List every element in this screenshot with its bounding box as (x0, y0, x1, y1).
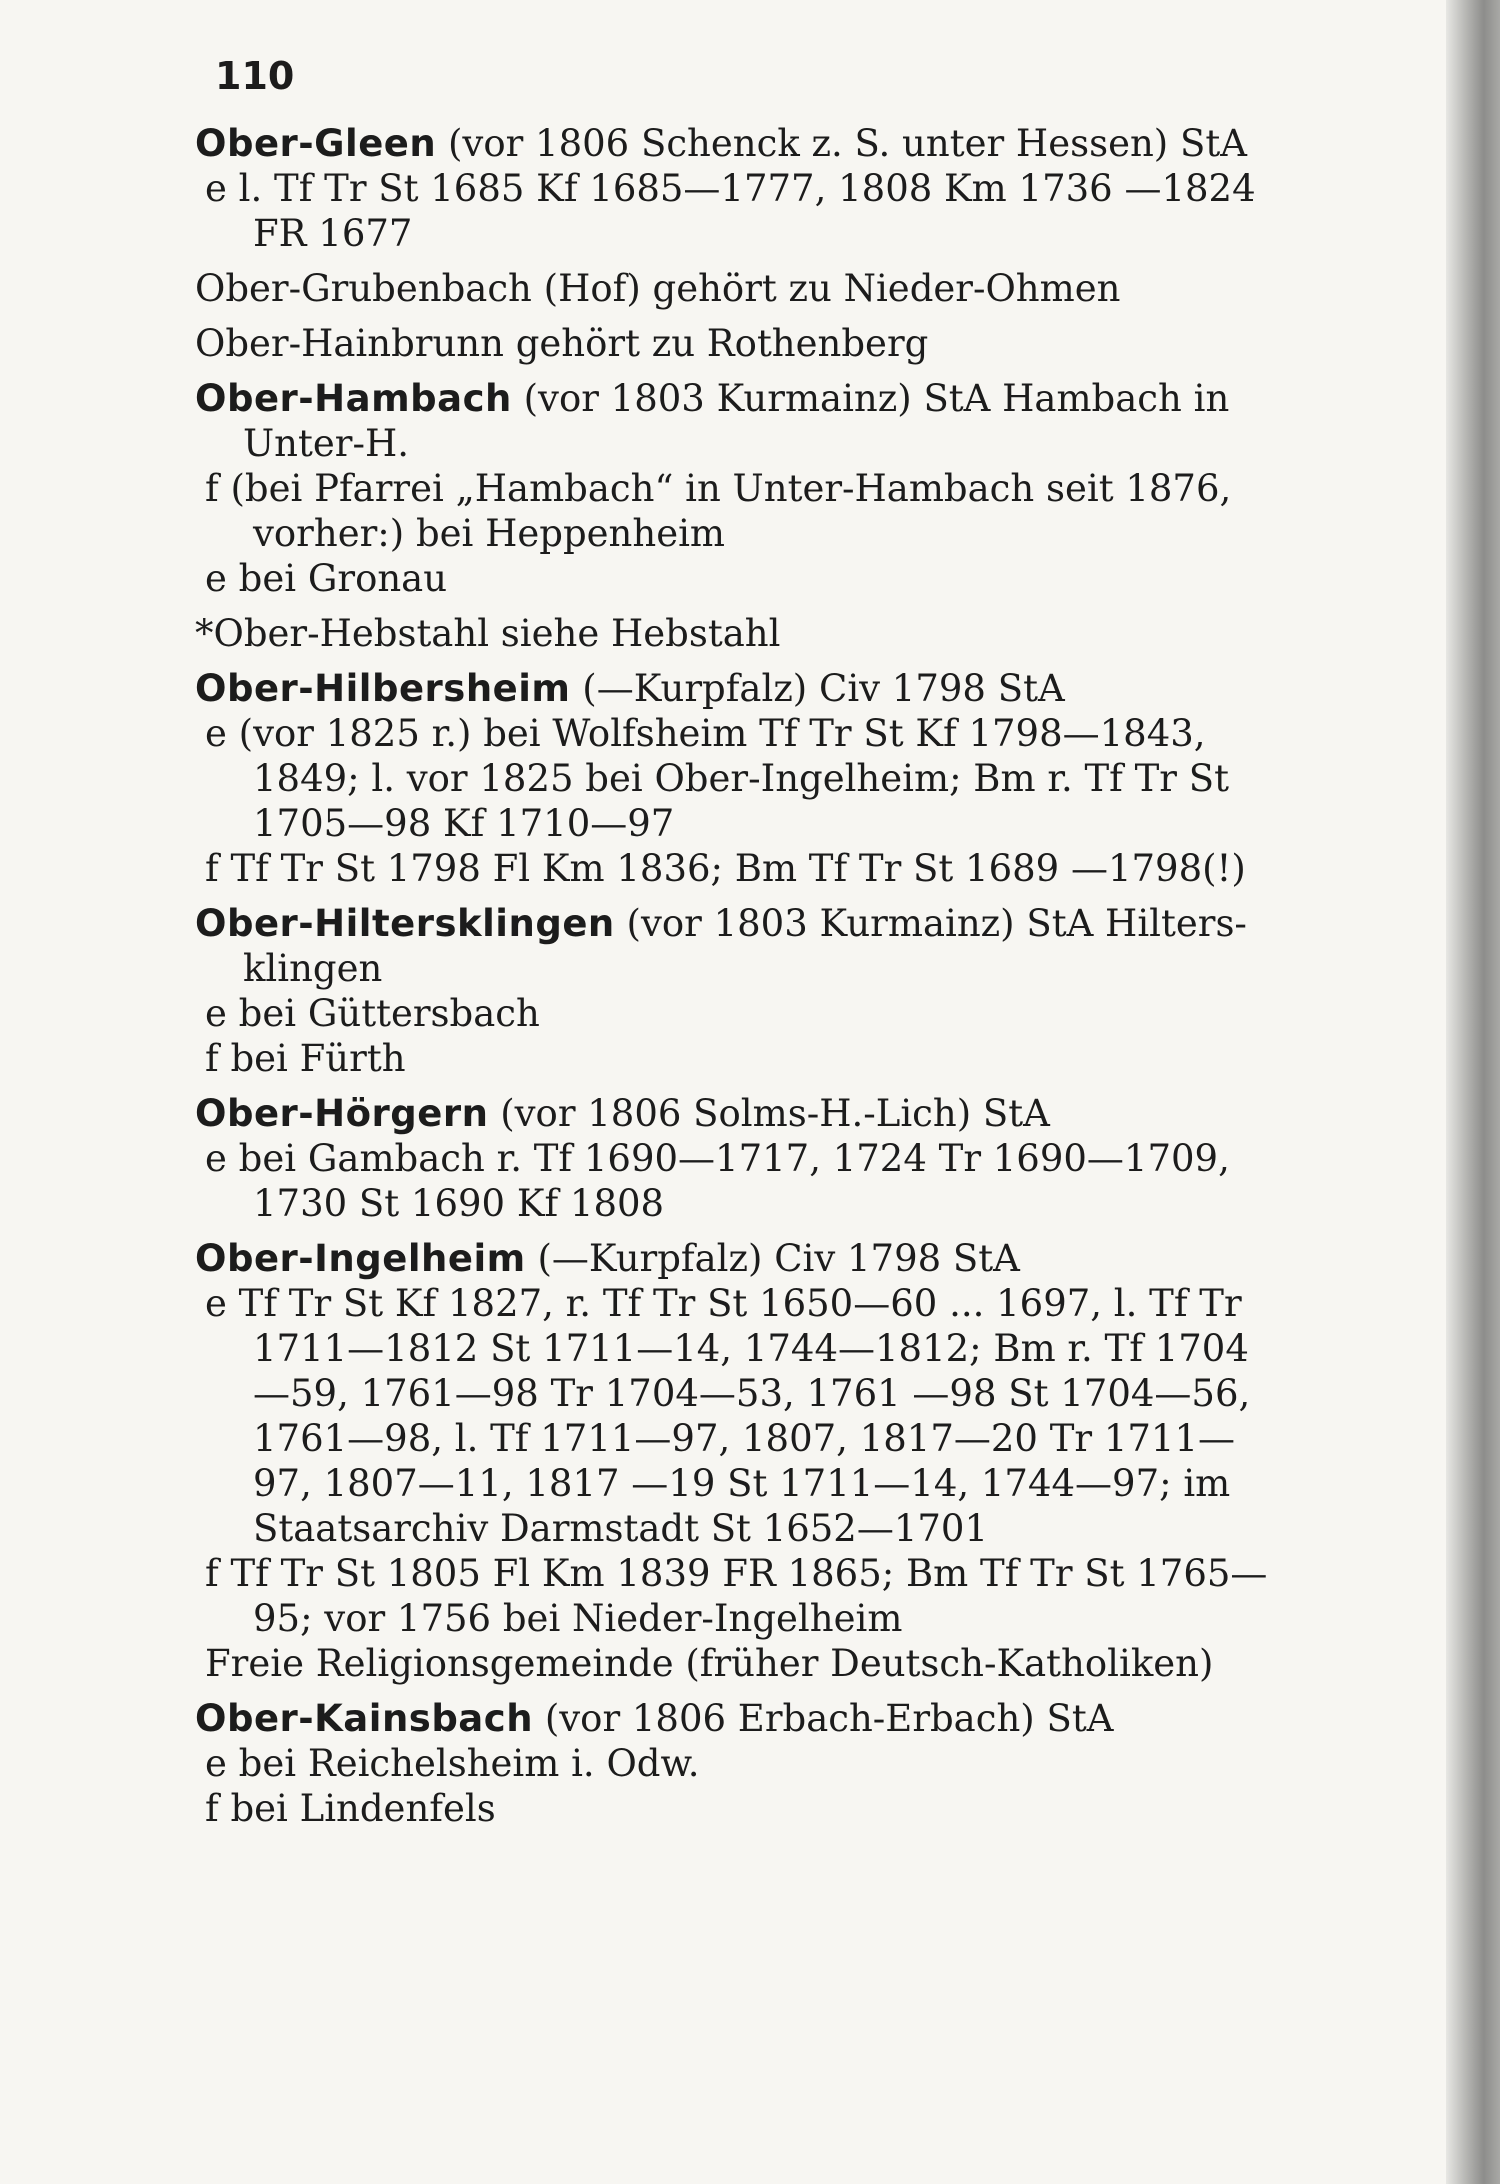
entry-heading-line (195, 266, 1285, 311)
entry-record-line: e bei Gambach r. Tf 1690—1717, 1724 Tr 1690—1709, 1730 St 1690 Kf 1808 (205, 1137, 1230, 1225)
entry-record-line: f (bei Pfarrei „Hambach“ in Unter-Hambach seit 1876, vorher:) bei Heppenheim (205, 467, 1232, 555)
entry-description: *Ober-Hebstahl siehe Hebstahl (195, 612, 781, 655)
place-entry (195, 121, 1285, 256)
entry-record-line: e bei Güttersbach (205, 992, 540, 1035)
place-entry (195, 1236, 1285, 1686)
entry-description: (vor 1803 Kurmainz) StA Hambach in Unter-H. (243, 377, 1230, 465)
entry-place-name: Ober-Hiltersklingen (195, 902, 615, 945)
entry-description: Ober-Grubenbach (Hof) gehört zu Nieder-Ohmen (195, 267, 1121, 310)
entry-record-line: f bei Lindenfels (205, 1787, 496, 1830)
entry-list (195, 121, 1285, 1831)
place-entry (195, 1091, 1285, 1226)
entry-place-name: Ober-Kainsbach (195, 1697, 534, 1740)
entry-place-name: Ober-Hilbersheim (195, 667, 571, 710)
place-entry (195, 321, 1285, 366)
entry-record-line: e bei Reichelsheim i. Odw. (205, 1742, 700, 1785)
entry-heading-line (195, 1236, 1285, 1281)
entry-place-name: Ober-Hambach (195, 377, 512, 420)
entry-description: (vor 1806 Solms-H.-Lich) StA (488, 1092, 1050, 1135)
entry-description: (—Kurpfalz) Civ 1798 StA (525, 1237, 1020, 1280)
entry-heading-line (195, 611, 1285, 656)
entry-record-line: f Tf Tr St 1805 Fl Km 1839 FR 1865; Bm Tf Tr St 1765—95; vor 1756 bei Nieder-Ingelheim (205, 1552, 1268, 1640)
page-number: 110 (215, 54, 295, 98)
entry-record-line: f Tf Tr St 1798 Fl Km 1836; Bm Tf Tr St 1689 —1798(!) (205, 847, 1246, 890)
entry-heading-line (195, 121, 1285, 166)
entry-heading-line (195, 1696, 1285, 1741)
entry-record-line: e l. Tf Tr St 1685 Kf 1685—1777, 1808 Km 1736 —1824 FR 1677 (205, 167, 1256, 255)
place-entry (195, 266, 1285, 311)
entry-heading-line (195, 666, 1285, 711)
entry-record-line: Freie Religionsgemeinde (früher Deutsch-Katholiken) (205, 1642, 1214, 1685)
entry-description: (vor 1806 Schenck z. S. unter Hessen) StA (436, 122, 1247, 165)
place-entry (195, 901, 1285, 1081)
entry-record-line: e (vor 1825 r.) bei Wolfsheim Tf Tr St Kf 1798—1843, 1849; l. vor 1825 bei Ober-Ingelheim; Bm r. Tf Tr St 1705—98 Kf 1710—97 (205, 712, 1229, 845)
entry-description: (vor 1806 Erbach-Erbach) StA (533, 1697, 1114, 1740)
entry-heading-line (195, 901, 1285, 991)
entry-heading-line (195, 376, 1285, 466)
entry-record-line: e bei Gronau (205, 557, 448, 600)
place-entry (195, 376, 1285, 601)
entry-record-line: e Tf Tr St Kf 1827, r. Tf Tr St 1650—60 ... 1697, l. Tf Tr 1711—1812 St 1711—14, 1744—1812; Bm r. Tf 1704—59, 1761—98 Tr 1704—53, 1761 —98 St 1704—56, 1761—98, l. Tf 1711—97, 1807, 1817—20 Tr 1711—97, 1807—11, 1817 —19 St 1711—14, 1744—97; im Staatsarchiv Darmstadt St 1652—1701 (205, 1282, 1251, 1550)
place-entry (195, 1696, 1285, 1831)
entry-description: (vor 1803 Kurmainz) StA Hilters-klingen (243, 902, 1247, 990)
page-content (195, 54, 1285, 1841)
entry-place-name: Ober-Hörgern (195, 1092, 489, 1135)
entry-description: (—Kurpfalz) Civ 1798 StA (570, 667, 1065, 710)
page-edge-shadow (1446, 0, 1500, 2184)
entry-heading-line (195, 1091, 1285, 1136)
entry-place-name: Ober-Gleen (195, 122, 437, 165)
entry-record-line: f bei Fürth (205, 1037, 406, 1080)
entry-description: Ober-Hainbrunn gehört zu Rothenberg (195, 322, 929, 365)
place-entry (195, 666, 1285, 891)
entry-heading-line (195, 321, 1285, 366)
place-entry (195, 611, 1285, 656)
entry-place-name: Ober-Ingelheim (195, 1237, 526, 1280)
